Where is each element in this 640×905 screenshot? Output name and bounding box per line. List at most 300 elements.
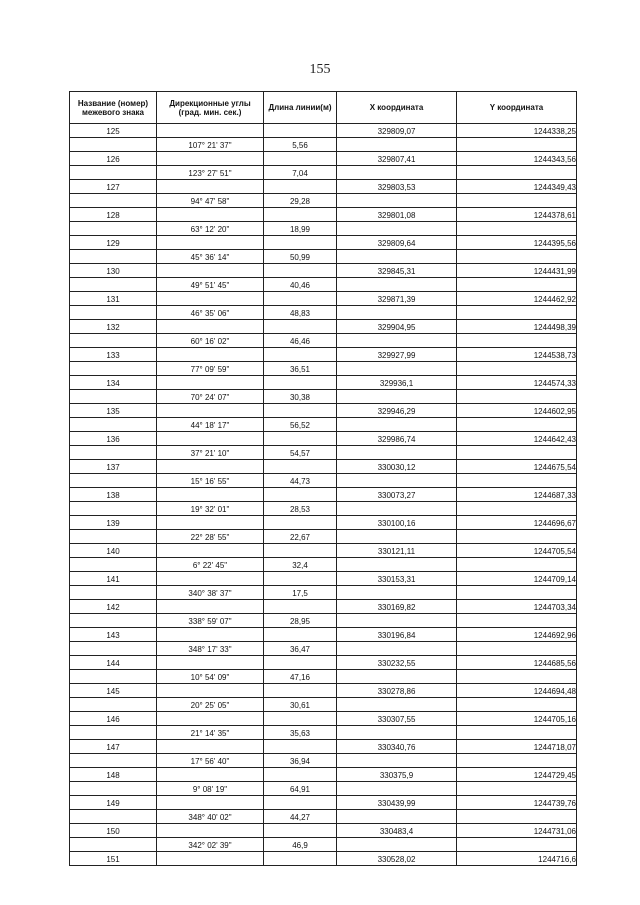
table-row [70,810,577,824]
table-row [70,376,577,390]
header-y-coordinate: Y координата [457,92,577,124]
header-line-length: Длина линии(м) [264,92,337,124]
table-row [70,194,577,208]
empty-cell [157,348,264,362]
y-coordinate-cell: 1244395,56 [457,236,577,250]
y-coordinate-cell: 1244642,43 [457,432,577,446]
empty-cell [70,698,157,712]
x-coordinate-cell: 329946,29 [337,404,457,418]
empty-cell [157,264,264,278]
empty-cell [457,362,577,376]
empty-cell [264,292,337,306]
line-length-cell: 36,94 [264,754,337,768]
directional-angle-cell: 342° 02' 39" [157,838,264,852]
empty-cell [337,278,457,292]
y-coordinate-cell: 1244716,6 [457,852,577,866]
table-row [70,460,577,474]
empty-cell [157,740,264,754]
line-length-cell: 18,99 [264,222,337,236]
directional-angle-cell: 9° 08' 19" [157,782,264,796]
empty-cell [457,138,577,152]
empty-cell [264,600,337,614]
empty-cell [457,306,577,320]
y-coordinate-cell: 1244705,54 [457,544,577,558]
empty-cell [457,838,577,852]
mark-name-cell: 130 [70,264,157,278]
table-row [70,404,577,418]
mark-name-cell: 133 [70,348,157,362]
table-row [70,446,577,460]
empty-cell [157,488,264,502]
table-row [70,488,577,502]
x-coordinate-cell: 330528,02 [337,852,457,866]
x-coordinate-cell: 329845,31 [337,264,457,278]
y-coordinate-cell: 1244462,92 [457,292,577,306]
mark-name-cell: 151 [70,852,157,866]
empty-cell [157,628,264,642]
empty-cell [157,852,264,866]
line-length-cell: 50,99 [264,250,337,264]
empty-cell [70,222,157,236]
empty-cell [337,222,457,236]
empty-cell [157,124,264,138]
empty-cell [70,166,157,180]
empty-cell [457,474,577,488]
line-length-cell: 46,9 [264,838,337,852]
empty-cell [457,334,577,348]
y-coordinate-cell: 1244687,33 [457,488,577,502]
table-row [70,530,577,544]
x-coordinate-cell: 329936,1 [337,376,457,390]
empty-cell [157,180,264,194]
line-length-cell: 47,16 [264,670,337,684]
empty-cell [337,306,457,320]
x-coordinate-cell: 329807,41 [337,152,457,166]
directional-angle-cell: 10° 54' 09" [157,670,264,684]
mark-name-cell: 146 [70,712,157,726]
directional-angle-cell: 60° 16' 02" [157,334,264,348]
empty-cell [157,320,264,334]
x-coordinate-cell: 330030,12 [337,460,457,474]
line-length-cell: 30,61 [264,698,337,712]
table-row [70,138,577,152]
empty-cell [264,404,337,418]
empty-cell [264,124,337,138]
empty-cell [337,642,457,656]
empty-cell [457,222,577,236]
line-length-cell: 28,95 [264,614,337,628]
y-coordinate-cell: 1244574,33 [457,376,577,390]
empty-cell [337,838,457,852]
empty-cell [70,418,157,432]
mark-name-cell: 145 [70,684,157,698]
empty-cell [157,152,264,166]
empty-cell [157,768,264,782]
empty-cell [157,824,264,838]
empty-cell [70,334,157,348]
mark-name-cell: 143 [70,628,157,642]
empty-cell [264,628,337,642]
empty-cell [70,194,157,208]
empty-cell [337,530,457,544]
empty-cell [70,642,157,656]
empty-cell [264,824,337,838]
directional-angle-cell: 49° 51' 45" [157,278,264,292]
x-coordinate-cell: 329904,95 [337,320,457,334]
empty-cell [157,404,264,418]
directional-angle-cell: 46° 35' 06" [157,306,264,320]
y-coordinate-cell: 1244338,25 [457,124,577,138]
mark-name-cell: 139 [70,516,157,530]
header-directional-angles: Дирекционные углы (град. мин. сек.) [157,92,264,124]
x-coordinate-cell: 330196,84 [337,628,457,642]
y-coordinate-cell: 1244675,54 [457,460,577,474]
directional-angle-cell: 6° 22' 45" [157,558,264,572]
table-row [70,726,577,740]
empty-cell [337,558,457,572]
directional-angle-cell: 348° 40' 02" [157,810,264,824]
directional-angle-cell: 94° 47' 58" [157,194,264,208]
empty-cell [337,138,457,152]
empty-cell [337,418,457,432]
empty-cell [157,292,264,306]
table-row [70,474,577,488]
table-row [70,348,577,362]
mark-name-cell: 134 [70,376,157,390]
directional-angle-cell: 44° 18' 17" [157,418,264,432]
x-coordinate-cell: 329809,64 [337,236,457,250]
directional-angle-cell: 20° 25' 05" [157,698,264,712]
empty-cell [337,726,457,740]
line-length-cell: 56,52 [264,418,337,432]
empty-cell [157,432,264,446]
empty-cell [457,418,577,432]
empty-cell [337,166,457,180]
table-row [70,320,577,334]
x-coordinate-cell: 329809,07 [337,124,457,138]
empty-cell [264,544,337,558]
x-coordinate-cell: 329801,08 [337,208,457,222]
empty-cell [264,236,337,250]
line-length-cell: 5,56 [264,138,337,152]
line-length-cell: 35,63 [264,726,337,740]
empty-cell [457,502,577,516]
table-row [70,124,577,138]
empty-cell [157,572,264,586]
empty-cell [337,782,457,796]
table-row [70,838,577,852]
empty-cell [70,138,157,152]
empty-cell [264,152,337,166]
header-x-coordinate: X координата [337,92,457,124]
y-coordinate-cell: 1244692,96 [457,628,577,642]
empty-cell [457,782,577,796]
y-coordinate-cell: 1244431,99 [457,264,577,278]
empty-cell [264,684,337,698]
empty-cell [457,558,577,572]
empty-cell [157,684,264,698]
empty-cell [337,362,457,376]
line-length-cell: 44,27 [264,810,337,824]
empty-cell [70,810,157,824]
header-mark-name: Название (номер) межевого знака [70,92,157,124]
y-coordinate-cell: 1244696,67 [457,516,577,530]
empty-cell [337,250,457,264]
directional-angle-cell: 338° 59' 07" [157,614,264,628]
empty-cell [157,236,264,250]
empty-cell [457,698,577,712]
empty-cell [70,446,157,460]
mark-name-cell: 150 [70,824,157,838]
empty-cell [264,460,337,474]
y-coordinate-cell: 1244602,95 [457,404,577,418]
empty-cell [70,782,157,796]
empty-cell [457,530,577,544]
table-row [70,684,577,698]
table-row [70,278,577,292]
empty-cell [337,446,457,460]
line-length-cell: 44,73 [264,474,337,488]
table-row [70,544,577,558]
empty-cell [457,278,577,292]
empty-cell [337,586,457,600]
y-coordinate-cell: 1244694,48 [457,684,577,698]
line-length-cell: 36,51 [264,362,337,376]
table-body [70,124,577,866]
mark-name-cell: 148 [70,768,157,782]
empty-cell [264,712,337,726]
mark-name-cell: 142 [70,600,157,614]
empty-cell [337,698,457,712]
empty-cell [264,852,337,866]
empty-cell [70,726,157,740]
mark-name-cell: 140 [70,544,157,558]
table-row [70,222,577,236]
empty-cell [70,614,157,628]
page-number: 155 [309,62,331,77]
table-row [70,586,577,600]
table-row [70,768,577,782]
directional-angle-cell: 17° 56' 40" [157,754,264,768]
mark-name-cell: 126 [70,152,157,166]
directional-angle-cell: 37° 21' 10" [157,446,264,460]
directional-angle-cell: 107° 21' 37" [157,138,264,152]
table-row [70,516,577,530]
x-coordinate-cell: 329803,53 [337,180,457,194]
empty-cell [337,614,457,628]
empty-cell [337,754,457,768]
mark-name-cell: 138 [70,488,157,502]
y-coordinate-cell: 1244705,16 [457,712,577,726]
empty-cell [264,768,337,782]
table-row [70,334,577,348]
line-length-cell: 28,53 [264,502,337,516]
table-row [70,698,577,712]
table-row [70,600,577,614]
empty-cell [264,572,337,586]
table-row [70,614,577,628]
x-coordinate-cell: 330483,4 [337,824,457,838]
x-coordinate-cell: 330153,31 [337,572,457,586]
empty-cell [157,460,264,474]
table-row [70,628,577,642]
line-length-cell: 54,57 [264,446,337,460]
y-coordinate-cell: 1244709,14 [457,572,577,586]
directional-angle-cell: 22° 28' 55" [157,530,264,544]
empty-cell [457,446,577,460]
mark-name-cell: 136 [70,432,157,446]
table-row [70,656,577,670]
empty-cell [264,516,337,530]
line-length-cell: 46,46 [264,334,337,348]
empty-cell [337,390,457,404]
table-row [70,642,577,656]
mark-name-cell: 127 [70,180,157,194]
empty-cell [264,180,337,194]
x-coordinate-cell: 330169,82 [337,600,457,614]
table-row [70,432,577,446]
mark-name-cell: 128 [70,208,157,222]
empty-cell [70,474,157,488]
mark-name-cell: 125 [70,124,157,138]
x-coordinate-cell: 330100,16 [337,516,457,530]
y-coordinate-cell: 1244498,39 [457,320,577,334]
empty-cell [457,726,577,740]
y-coordinate-cell: 1244538,73 [457,348,577,362]
table-row [70,572,577,586]
empty-cell [264,740,337,754]
empty-cell [337,194,457,208]
mark-name-cell: 147 [70,740,157,754]
table-row [70,180,577,194]
table-row [70,250,577,264]
mark-name-cell: 144 [70,656,157,670]
empty-cell [70,306,157,320]
x-coordinate-cell: 329927,99 [337,348,457,362]
empty-cell [264,796,337,810]
directional-angle-cell: 70° 24' 07" [157,390,264,404]
table-row [70,670,577,684]
empty-cell [337,334,457,348]
line-length-cell: 7,04 [264,166,337,180]
x-coordinate-cell: 330375,9 [337,768,457,782]
table-row [70,502,577,516]
x-coordinate-cell: 329986,74 [337,432,457,446]
table-row [70,740,577,754]
empty-cell [457,390,577,404]
directional-angle-cell: 77° 09' 59" [157,362,264,376]
empty-cell [70,670,157,684]
empty-cell [70,390,157,404]
mark-name-cell: 137 [70,460,157,474]
directional-angle-cell: 123° 27' 51" [157,166,264,180]
x-coordinate-cell: 330340,76 [337,740,457,754]
directional-angle-cell: 21° 14' 35" [157,726,264,740]
empty-cell [264,488,337,502]
directional-angle-cell: 19° 32' 01" [157,502,264,516]
empty-cell [157,208,264,222]
line-length-cell: 40,46 [264,278,337,292]
table-row [70,264,577,278]
directional-angle-cell: 348° 17' 33" [157,642,264,656]
empty-cell [70,362,157,376]
empty-cell [157,600,264,614]
y-coordinate-cell: 1244729,45 [457,768,577,782]
y-coordinate-cell: 1244685,56 [457,656,577,670]
empty-cell [70,278,157,292]
table-row [70,558,577,572]
empty-cell [457,670,577,684]
table-row [70,208,577,222]
table-row [70,796,577,810]
line-length-cell: 64,91 [264,782,337,796]
empty-cell [337,502,457,516]
table-row [70,712,577,726]
table-header-row [70,92,577,124]
table-row [70,292,577,306]
x-coordinate-cell: 330073,27 [337,488,457,502]
table-row [70,166,577,180]
line-length-cell: 17,5 [264,586,337,600]
empty-cell [264,376,337,390]
line-length-cell: 29,28 [264,194,337,208]
x-coordinate-cell: 329871,39 [337,292,457,306]
empty-cell [264,208,337,222]
empty-cell [157,544,264,558]
x-coordinate-cell: 330439,99 [337,796,457,810]
empty-cell [157,516,264,530]
table-row [70,152,577,166]
empty-cell [157,376,264,390]
y-coordinate-cell: 1244349,43 [457,180,577,194]
line-length-cell: 30,38 [264,390,337,404]
empty-cell [70,558,157,572]
empty-cell [264,264,337,278]
empty-cell [337,474,457,488]
empty-cell [157,712,264,726]
empty-cell [264,432,337,446]
x-coordinate-cell: 330121,11 [337,544,457,558]
empty-cell [457,642,577,656]
empty-cell [157,656,264,670]
table-row [70,236,577,250]
empty-cell [457,614,577,628]
mark-name-cell: 135 [70,404,157,418]
y-coordinate-cell: 1244378,61 [457,208,577,222]
empty-cell [457,810,577,824]
empty-cell [70,754,157,768]
x-coordinate-cell: 330232,55 [337,656,457,670]
empty-cell [457,194,577,208]
table-row [70,418,577,432]
empty-cell [157,796,264,810]
y-coordinate-cell: 1244703,34 [457,600,577,614]
y-coordinate-cell: 1244718,07 [457,740,577,754]
table-row [70,824,577,838]
line-length-cell: 22,67 [264,530,337,544]
table-row [70,754,577,768]
empty-cell [264,320,337,334]
mark-name-cell: 141 [70,572,157,586]
empty-cell [457,166,577,180]
line-length-cell: 36,47 [264,642,337,656]
empty-cell [264,656,337,670]
directional-angle-cell: 63° 12' 20" [157,222,264,236]
table-row [70,362,577,376]
empty-cell [457,754,577,768]
directional-angle-cell: 340° 38' 37" [157,586,264,600]
x-coordinate-cell: 330307,55 [337,712,457,726]
